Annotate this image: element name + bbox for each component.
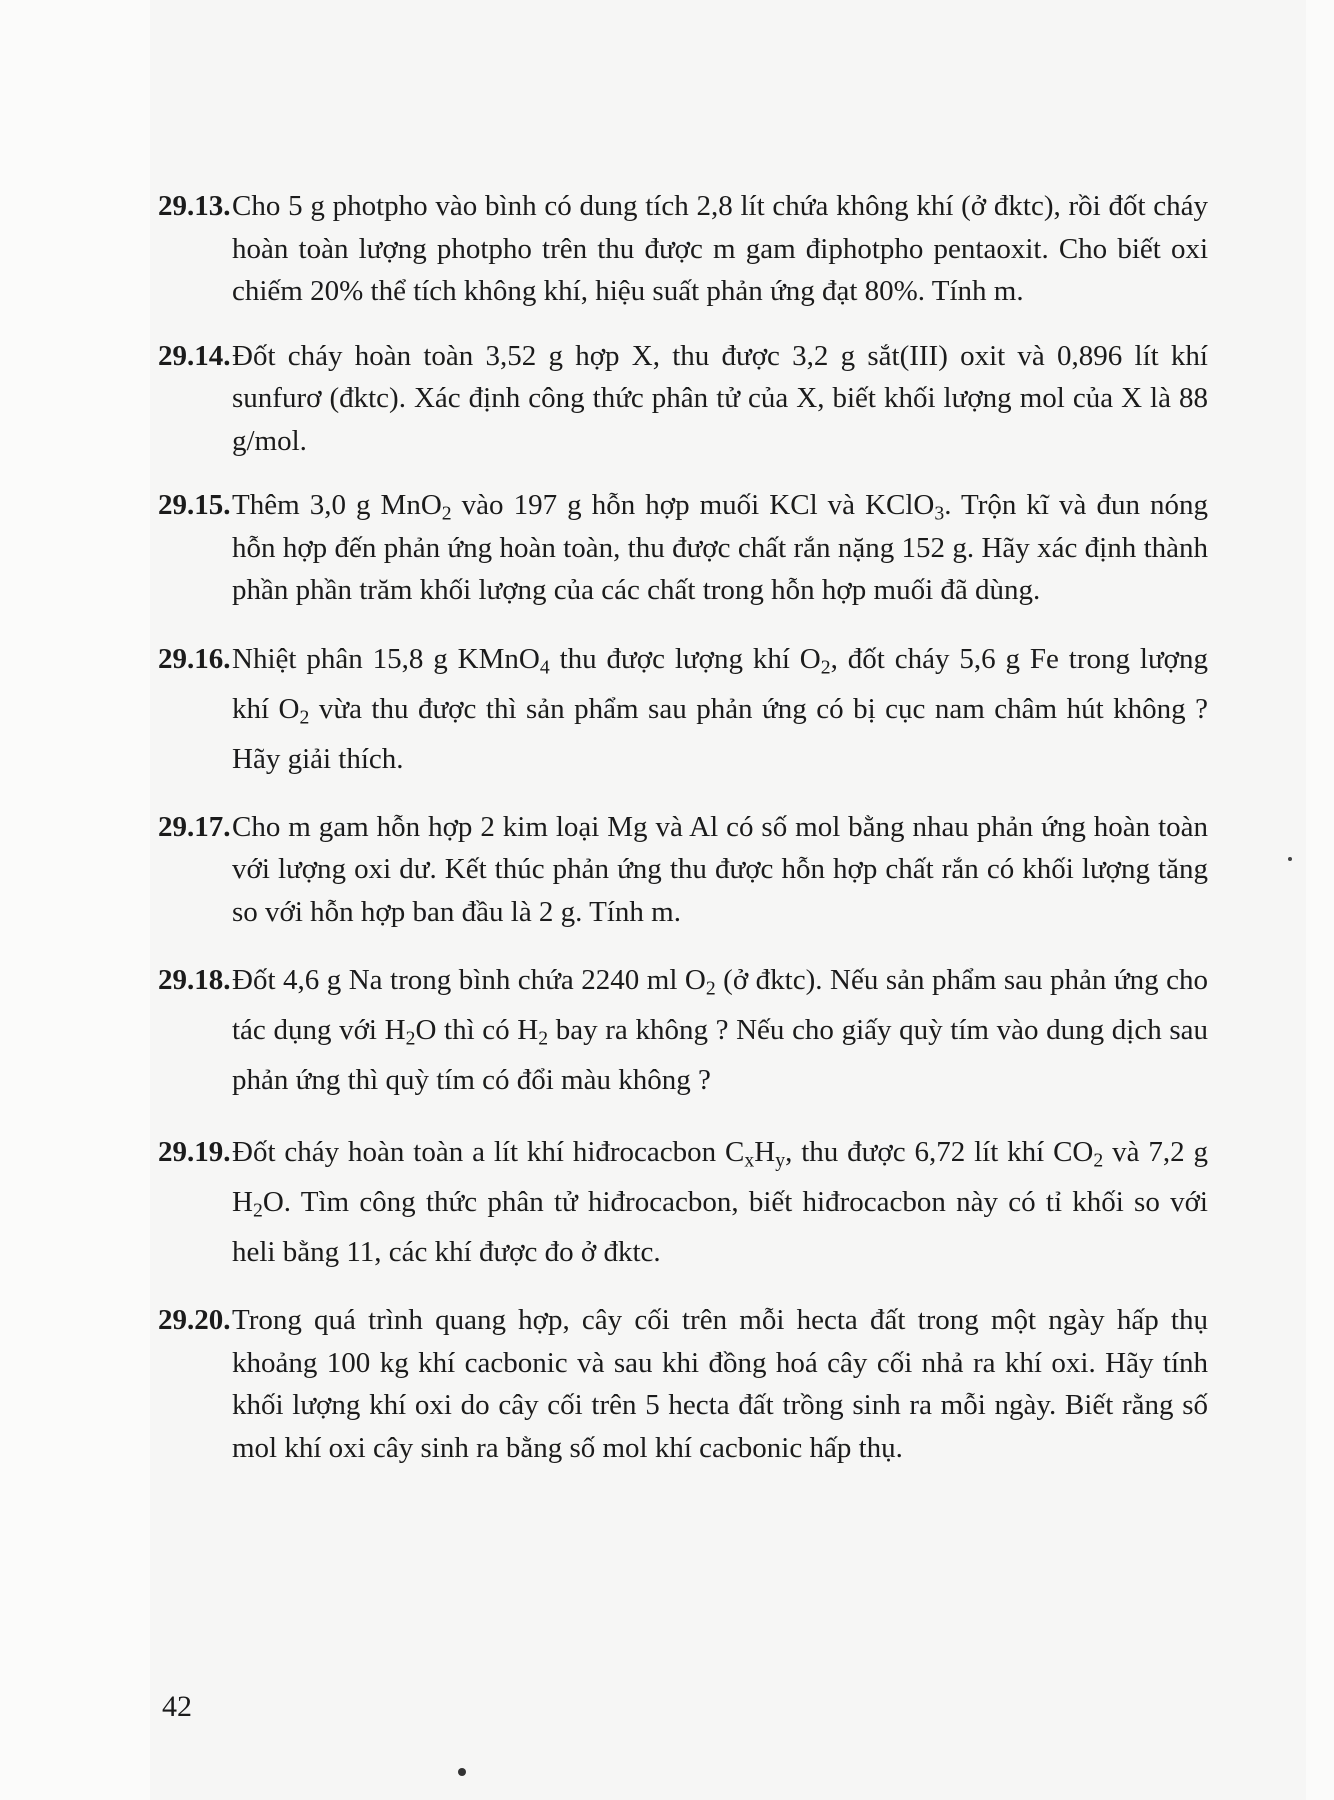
problem-number: 29.15.: [158, 489, 231, 521]
problem-number: 29.13.: [158, 190, 231, 222]
problem-29-15: [158, 484, 1208, 612]
problem-number: 29.18.: [158, 964, 231, 996]
problem-29-20: [158, 1299, 1208, 1469]
problem-29-13: [158, 185, 1208, 313]
problem-list: [158, 185, 1208, 1491]
problem-text: Thêm 3,0 g MnO$_2$ vào 197 g hỗn hợp muối KCl và KClO$_3$. Trộn kĩ và đun nóng hỗn hợp đến phản ứng hoàn toàn, thu được chất rắn nặng 152 g. Hãy xác định thành phần phần trăm khối lượng của các chất trong hỗn hợp muối đã dùng.: [232, 489, 1208, 606]
page-number: 42: [162, 1690, 192, 1723]
problem-number: 29.19.: [158, 1136, 231, 1168]
problem-29-18: [158, 955, 1208, 1105]
problem-text: Đốt cháy hoàn toàn a lít khí hiđrocacbon $C_xH_y$, thu được 6,72 lít khí $CO_2$ và 7,2 g $H_2O$. Tìm công thức phân tử hiđrocacbon, biết hiđrocacbon này có tỉ khối so với heli bằng 11, các khí được đo ở đktc.: [232, 1136, 1208, 1268]
scan-speck: [458, 1768, 466, 1776]
problem-29-14: [158, 335, 1208, 463]
problem-text: Trong quá trình quang hợp, cây cối trên mỗi hecta đất trong một ngày hấp thụ khoảng 100 kg khí cacbonic và sau khi đồng hoá cây cối nhả ra khí oxi. Hãy tính khối lượng khí oxi do cây cối trên 5 hecta đất trồng sinh ra mỗi ngày. Biết rằng số mol khí oxi cây sinh ra bằng số mol khí cacbonic hấp thụ.: [232, 1304, 1208, 1464]
problem-number: 29.16.: [158, 642, 231, 675]
problem-text: Cho 5 g photpho vào bình có dung tích 2,8 lít chứa không khí (ở đktc), rồi đốt cháy hoàn toàn lượng photpho trên thu được m gam điphotpho pentaoxit. Cho biết oxi chiếm 20% thể tích không khí, hiệu suất phản ứng đạt 80%. Tính m.: [232, 190, 1208, 307]
problem-29-16: [158, 634, 1208, 784]
problem-text: Nhiệt phân 15,8 g KMnO$_4$ thu được lượng khí $O_2$, đốt cháy 5,6 g Fe trong lượng khí $O_2$ vừa thu được thì sản phẩm sau phản ứng có bị cục nam châm hút không ? Hãy giải thích.: [232, 642, 1209, 775]
problem-text: Đốt cháy hoàn toàn 3,52 g hợp X, thu được 3,2 g sắt(III) oxit và 0,896 lít khí sunfurơ (đktc). Xác định công thức phân tử của X, biết khối lượng mol của X là 88 g/mol.: [232, 339, 1208, 457]
problem-29-19: [158, 1127, 1208, 1277]
problem-number: 29.14.: [158, 339, 231, 372]
problem-number: 29.20.: [158, 1304, 231, 1336]
scan-speck: [1288, 857, 1292, 861]
problem-number: 29.17.: [158, 810, 231, 843]
problem-text: Đốt 4,6 g Na trong bình chứa 2240 ml $O_2$ (ở đktc). Nếu sản phẩm sau phản ứng cho tác dụng với $H_2O$ thì có $H_2$ bay ra không ? Nếu cho giấy quỳ tím vào dung dịch sau phản ứng thì quỳ tím có đổi màu không ?: [232, 964, 1209, 1096]
problem-29-17: [158, 806, 1208, 934]
problem-text: Cho m gam hỗn hợp 2 kim loại Mg và Al có số mol bằng nhau phản ứng hoàn toàn với lượng oxi dư. Kết thúc phản ứng thu được hỗn hợp chất rắn có khối lượng tăng so với hỗn hợp ban đầu là 2 g. Tính m.: [232, 810, 1208, 928]
